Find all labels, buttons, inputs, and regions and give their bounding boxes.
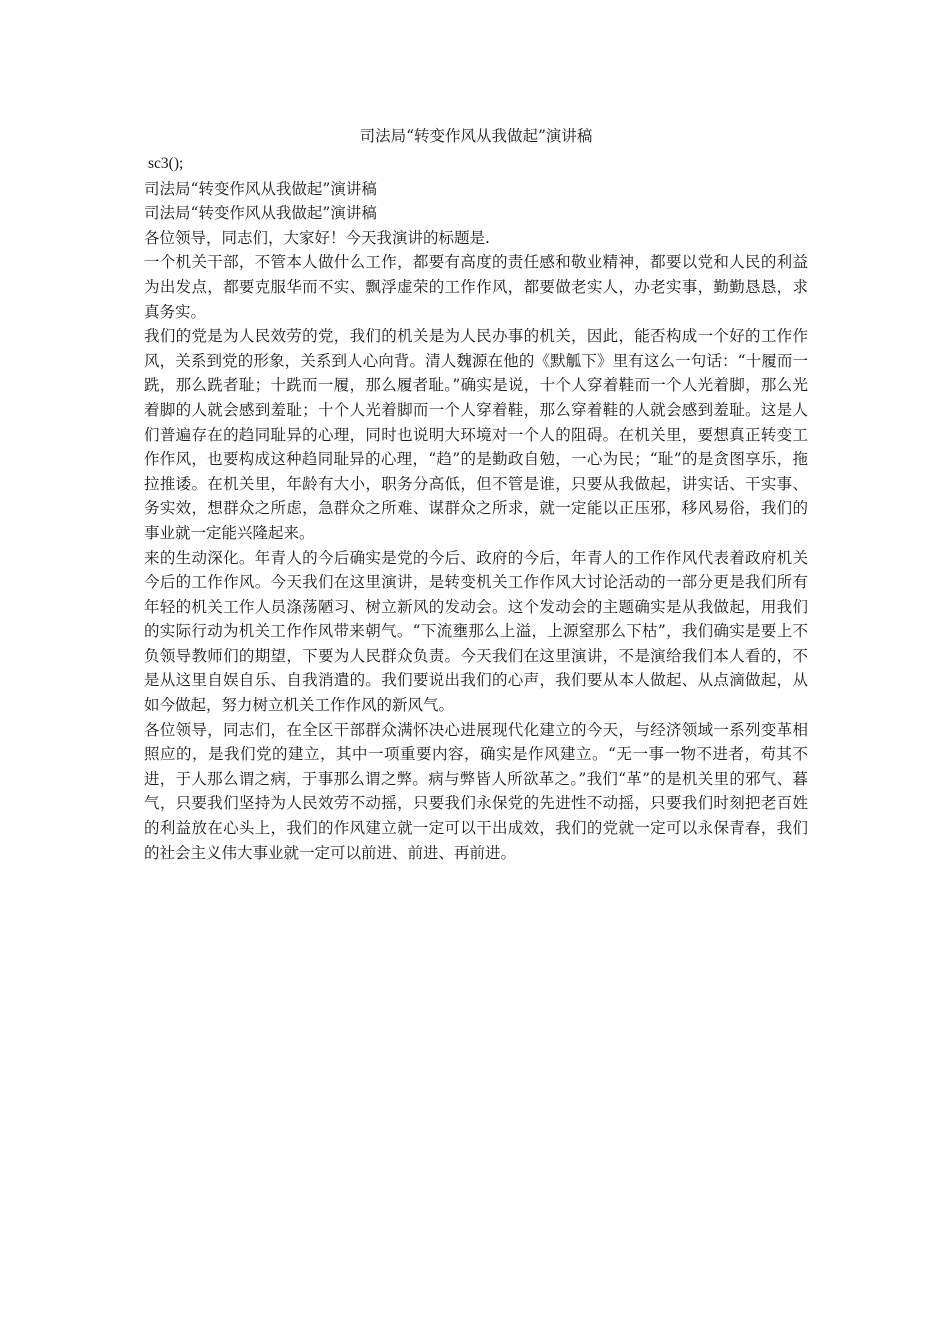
greeting-line: 各位领导，同志们，大家好！今天我演讲的标题是. <box>144 228 490 247</box>
code-line: sc3(); <box>148 155 184 172</box>
paragraph-3: 来的生动深化。年青人的今后确实是党的今后、政府的今后，年青人的工作作风代表着政府机关今后的工作作风。今天我们在这里演讲，是转变机关工作作风大讨论活动的一部分更是我们所有年轻的机关工作人员涤荡陋习、树立新风的发动会。这个发动会的主题确实是从我做起，用我们的实际行动为机关工作作风带来朝气。“下流壅那么上溢，上源窒那么下枯”，我们确实是要上不负领导教师们的期望，下要为人民群众负责。今天我们在这里演讲，不是演给我们本人看的，不是从这里自娱自乐、自我消遣的。我们要说出我们的心声，我们要从本人做起、从点滴做起，从如今做起，努力树立机关工作作风的新风气。 <box>144 548 808 715</box>
paragraph-1: 一个机关干部，不管本人做什么工作，都要有高度的责任感和敬业精神，都要以党和人民的利益为出发点，都要克服华而不实、飘浮虚荣的工作作风，都要做老实人，办老实事，勤勤恳恳，求真务实。 <box>144 253 808 321</box>
document-title: 司法局“转变作风从我做起”演讲稿 <box>359 127 593 145</box>
paragraph-4: 各位领导，同志们，在全区干部群众满怀决心进展现代化建立的今天，与经济领域一系列变革相照应的，是我们党的建立，其中一项重要内容，确实是作风建立。“无一事一物不进者，苟其不进，于人那么谓之病，于事那么谓之弊。病与弊皆人所欲革之。”我们“革”的是机关里的邪气、暮气，只要我们坚持为人民效劳不动摇，只要我们永保党的先进性不动摇，只要我们时刻把老百姓的利益放在心头上，我们的作风建立就一定可以干出成效，我们的党就一定可以永保青春，我们的社会主义伟大事业就一定可以前进、前进、再前进。 <box>144 720 808 862</box>
repeated-title-line-1: 司法局“转变作风从我做起”演讲稿 <box>144 179 377 198</box>
paragraph-2: 我们的党是为人民效劳的党，我们的机关是为人民办事的机关，因此，能否构成一个好的工作作风，关系到党的形象，关系到人心向背。清人魏源在他的《默觚下》里有这么一句话：“十履而一跣，那么跣者耻；十跣而一履，那么履者耻。”确实是说，十个人穿着鞋而一个人光着脚，那么光着脚的人就会感到羞耻；十个人光着脚而一个人穿着鞋，那么穿着鞋的人就会感到羞耻。这是人们普遍存在的趋同耻异的心理，同时也说明大环境对一个人的阻碍。在机关里，要想真正转变工作作风，也要构成这种趋同耻异的心理，“趋”的是勤政自勉，一心为民；“耻”的是贪图享乐，拖拉推诿。在机关里，年龄有大小，职务分高低，但不管是谁，只要从我做起，讲实话、干实事、务实效，想群众之所虑，急群众之所难、谋群众之所求，就一定能以正压邪，移风易俗，我们的事业就一定能兴隆起来。 <box>144 327 808 542</box>
repeated-title-line-2: 司法局“转变作风从我做起”演讲稿 <box>144 204 377 223</box>
document-body <box>144 124 808 865</box>
